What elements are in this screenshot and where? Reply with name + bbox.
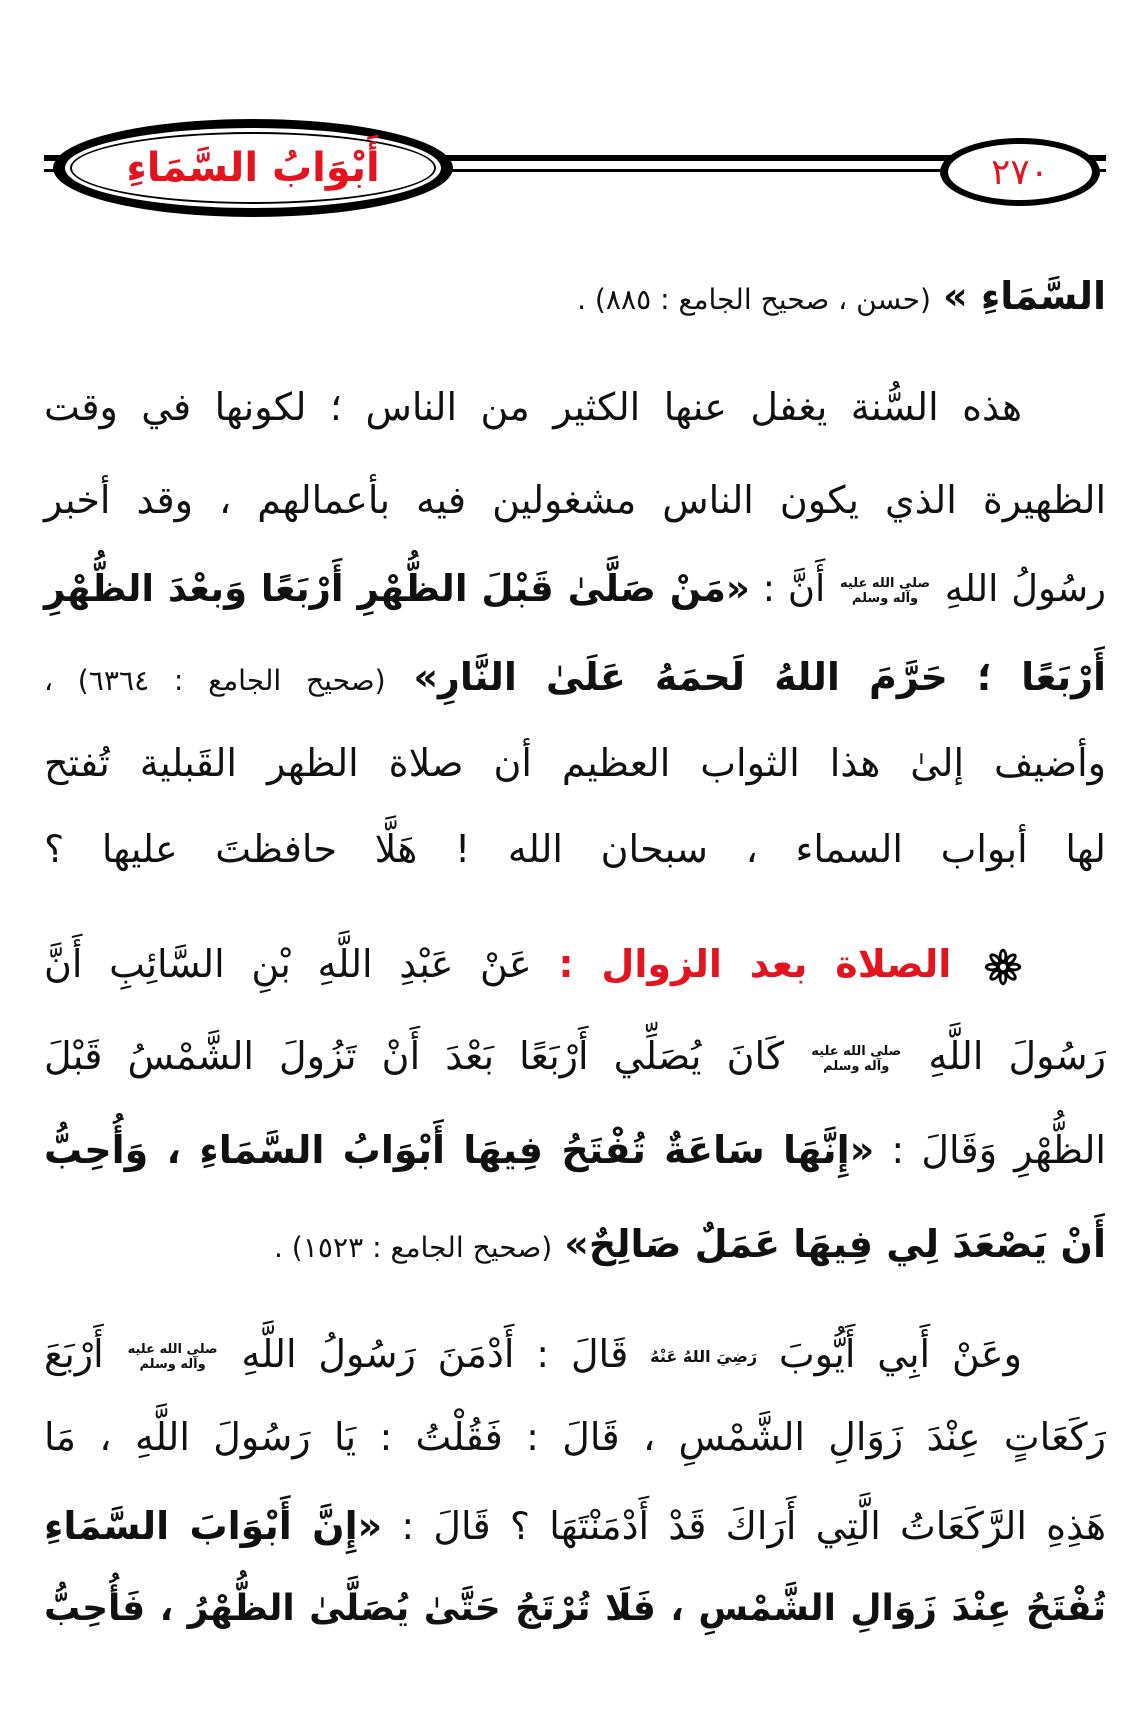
text-line-14 [44, 1498, 1106, 1554]
text-line-4 [44, 561, 1106, 617]
honorific-top: صلى الله عليه [840, 575, 931, 591]
text-line-9 [44, 1028, 1106, 1084]
hadith-quote: «إِنَّ أَبْوَابَ السَّمَاءِ [44, 1504, 383, 1548]
text-line-5 [44, 649, 1106, 705]
honorific-top: صلى الله عليه [811, 1043, 902, 1059]
text-line-10 [44, 1122, 1106, 1178]
hadith-quote-end: السَّمَاءِ » [943, 274, 1106, 318]
text-segment: الظُّهْرِ وَقَالَ : [891, 1128, 1106, 1172]
text-line-2: هذه السُّنة يغفل عنها الكثير من الناس ؛ لكونها في وقت [44, 385, 1022, 429]
hadith-quote: أَرْبَعًا ؛ حَرَّمَ اللهُ لَحمَهُ عَلَىٰ النَّارِ» [413, 655, 1106, 699]
text-line-8 [44, 936, 1106, 992]
text-line-15: تُفْتَحُ عِنْدَ زَوَالِ الشَّمْسِ ، فَلَا تُرْتَجُ حَتَّىٰ يُصَلَّىٰ الظُّهْرُ ، فَأُحِبُّ [44, 1588, 1106, 1629]
text-line-3: الظهيرة الذي يكون الناس مشغولين فيه بأعمالهم ، وقد أخبر [44, 478, 1106, 522]
hadith-quote: «مَنْ صَلَّىٰ قَبْلَ الظُّهْرِ أَرْبَعًا وَبعْدَ الظُّهْرِ [44, 567, 750, 610]
text-segment: قَالَ : أَدْمَنَ رَسُولُ اللَّهِ [241, 1332, 629, 1376]
text-line-6: وأضيف إلىٰ هذا الثواب العظيم أن صلاة الظهر القَبلية تُفتح [44, 741, 1106, 785]
page-title: أَبْوَابُ السَّمَاءِ [126, 145, 380, 191]
salla-honorific-glyph [840, 576, 930, 606]
section-heading: الصلاة بعد الزوال : [558, 942, 952, 986]
hadith-reference: (صحيح الجامع : ٦٣٦٤) ، [44, 664, 386, 697]
page-title-oval [53, 119, 453, 217]
text-line-1 [44, 268, 1106, 324]
text-line-12 [44, 1326, 1106, 1382]
text-segment: أَرْبَعَ [44, 1332, 104, 1376]
honorific-bottom: وآله وسلم [139, 1356, 206, 1372]
text-segment: أَنَّ : [762, 567, 826, 610]
hadith-quote: أَنْ يَصْعَدَ لِي فِيهَا عَمَلٌ صَالِحٌ» [564, 1222, 1106, 1266]
flower-ornament-icon [984, 948, 1022, 986]
radi-honorific-glyph: رَضِيَ اللهُ عَنْهُ [650, 1346, 758, 1366]
salla-honorific-glyph [811, 1044, 901, 1074]
text-segment: كَانَ يُصَلِّي أَرْبَعًا بَعْدَ أَنْ تَزُولَ الشَّمْسُ قَبْلَ [44, 1034, 785, 1078]
honorific-top: صلى الله عليه [127, 1341, 218, 1357]
hadith-quote: «إِنَّهَا سَاعَةٌ تُفْتَحُ فِيهَا أَبْوَابُ السَّمَاءِ ، وَأُحِبُّ [44, 1128, 875, 1172]
page-number: ٢٧٠ [990, 151, 1049, 193]
text-segment: رسُولُ اللهِ [944, 567, 1107, 610]
hadith-reference: (صحيح الجامع : ١٥٢٣) . [273, 1231, 553, 1264]
honorific-bottom: وآله وسلم [851, 590, 919, 606]
text-line-7: لها أبواب السماء ، سبحان الله ! هَلَّا حافظتَ عليها ؟ [44, 827, 1106, 871]
salla-honorific-glyph [128, 1342, 218, 1372]
text-line-13: رَكَعَاتٍ عِنْدَ زَوَالِ الشَّمْسِ ، قَالَ : فَقُلْتُ : يَا رَسُولَ اللَّهِ ، مَا [44, 1415, 1106, 1459]
hadith-reference: (حسن ، صحيح الجامع : ٨٨٥) . [577, 283, 931, 316]
text-line-11 [44, 1216, 1106, 1272]
text-segment: عَنْ عَبْدِ اللَّهِ بْنِ السَّائِبِ أَنَّ [44, 942, 532, 986]
honorific-bottom: وآله وسلم [823, 1058, 890, 1074]
text-segment: رَسُولَ اللَّهِ [928, 1034, 1106, 1078]
text-segment: وعَنْ أَبِي أَيُّوبَ [778, 1332, 1022, 1376]
text-segment: هَذِهِ الرَّكَعَاتُ الَّتِي أَرَاكَ قَدْ أَدْمَنْتَهَا ؟ قَالَ : [401, 1504, 1106, 1548]
page-number-oval [940, 138, 1100, 206]
